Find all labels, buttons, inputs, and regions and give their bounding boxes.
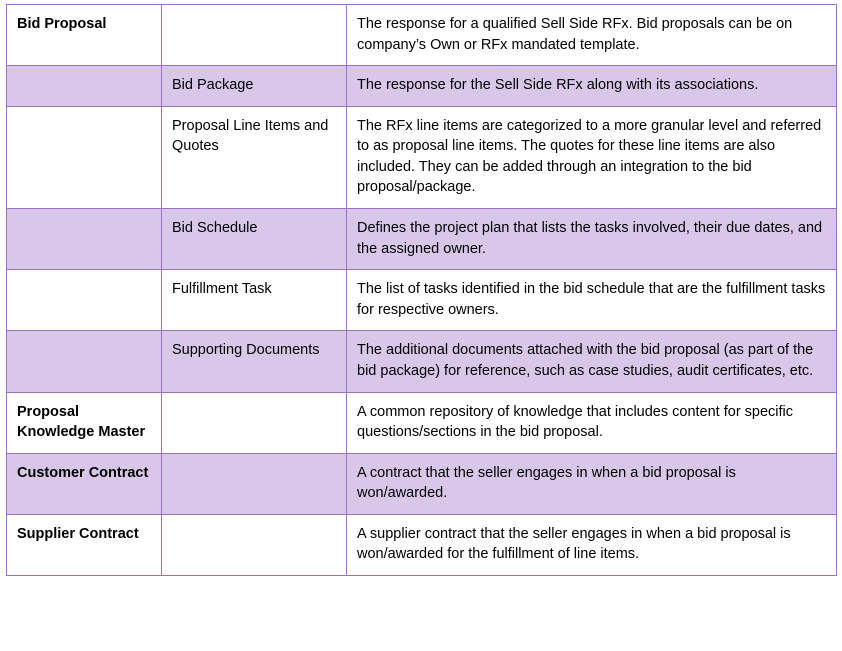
subterm-cell: Proposal Line Items and Quotes	[162, 106, 347, 208]
description-cell: The additional documents attached with the bid proposal (as part of the bid package) for reference, such as case studies, audit certificates, etc.	[347, 331, 837, 392]
table-row	[7, 331, 837, 392]
document-body	[0, 4, 842, 576]
subterm-cell	[162, 5, 347, 66]
term-cell: Supplier Contract	[7, 514, 162, 575]
table-row	[7, 106, 837, 208]
concept-table	[6, 4, 837, 576]
table-row	[7, 66, 837, 107]
subterm-cell	[162, 453, 347, 514]
term-cell: Customer Contract	[7, 453, 162, 514]
term-cell: Proposal Knowledge Master	[7, 392, 162, 453]
table-row	[7, 270, 837, 331]
description-cell: The response for a qualified Sell Side RFx. Bid proposals can be on company’s Own or RFx mandated template.	[347, 5, 837, 66]
description-cell: The list of tasks identified in the bid schedule that are the fulfillment tasks for respective owners.	[347, 270, 837, 331]
subterm-cell: Supporting Documents	[162, 331, 347, 392]
table-row	[7, 453, 837, 514]
term-cell	[7, 106, 162, 208]
table-row	[7, 5, 837, 66]
subterm-cell	[162, 392, 347, 453]
term-cell	[7, 331, 162, 392]
table-row	[7, 392, 837, 453]
description-cell: The RFx line items are categorized to a more granular level and referred to as proposal line items. The quotes for these line items are also included. They can be added through an integration to the bid proposal/package.	[347, 106, 837, 208]
description-cell: A common repository of knowledge that includes content for specific questions/sections in the bid proposal.	[347, 392, 837, 453]
subterm-cell: Bid Package	[162, 66, 347, 107]
table-row	[7, 514, 837, 575]
subterm-cell	[162, 514, 347, 575]
term-cell	[7, 66, 162, 107]
description-cell: A supplier contract that the seller engages in when a bid proposal is won/awarded for the fulfillment of line items.	[347, 514, 837, 575]
description-cell: Defines the project plan that lists the tasks involved, their due dates, and the assigned owner.	[347, 209, 837, 270]
table-body	[7, 5, 837, 576]
table-row	[7, 209, 837, 270]
term-cell: Bid Proposal	[7, 5, 162, 66]
term-cell	[7, 270, 162, 331]
term-cell	[7, 209, 162, 270]
subterm-cell: Bid Schedule	[162, 209, 347, 270]
description-cell: The response for the Sell Side RFx along with its associations.	[347, 66, 837, 107]
description-cell: A contract that the seller engages in when a bid proposal is won/awarded.	[347, 453, 837, 514]
subterm-cell: Fulfillment Task	[162, 270, 347, 331]
